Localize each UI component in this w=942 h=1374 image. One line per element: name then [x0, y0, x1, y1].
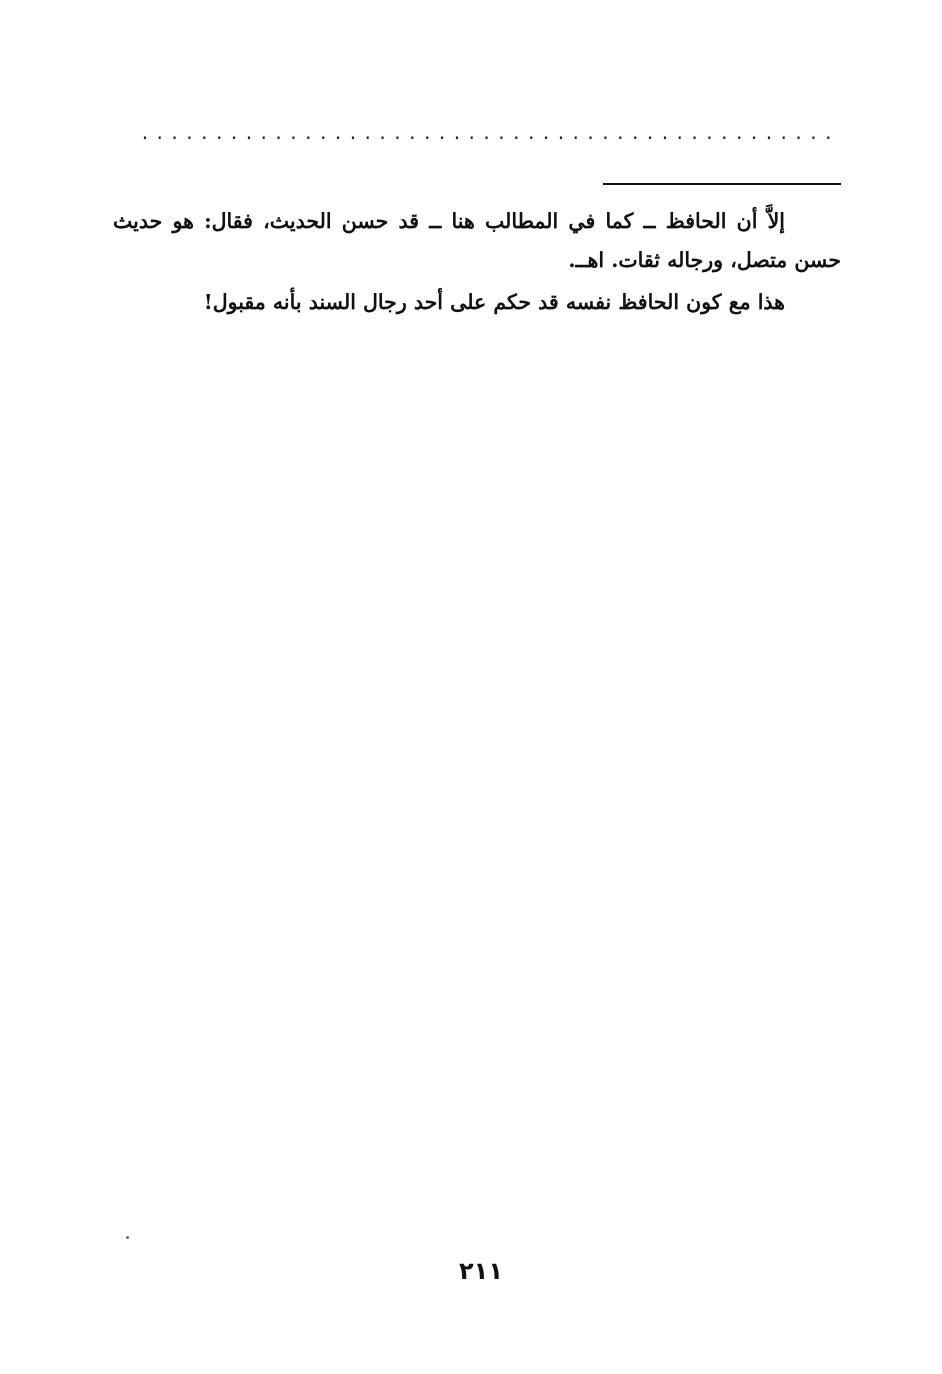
page-number: ٢١١ [459, 1257, 503, 1285]
footnote-paragraph-1: إلاَّ أن الحافظ ــ كما في المطالب هنا ــ قد حسن الحديث، فقال: هو حديث حسن متصل، ورجاله ثقات. اهــ. [113, 209, 841, 272]
footnote-paragraph-2: هذا مع كون الحافظ نفسه قد حكم على أحد رجال السند بأنه مقبول! [203, 290, 785, 314]
dotted-rule: ............................................... [141, 123, 840, 141]
footnote-separator [603, 183, 841, 185]
stray-dot [126, 1236, 129, 1239]
footnote-block [113, 202, 841, 322]
